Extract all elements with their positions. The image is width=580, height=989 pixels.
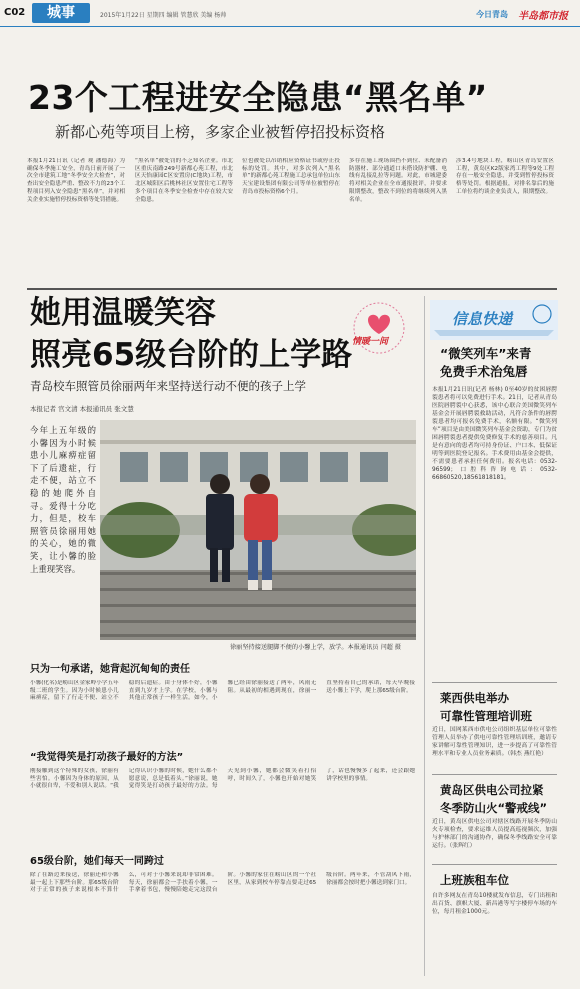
sidebar-item2-body: 近日，国网莱西市供电公司组织基层单位可靠性管理人员举办了供电可靠性管理培训班，邀请专家讲解可靠性管理知识，进一步提高了可靠性管理水平和专业人员业务素质。（韩杰 燕红艳）	[432, 727, 557, 757]
section-label: 城事	[47, 5, 75, 21]
story1-divider	[27, 288, 557, 290]
heart-icon-label: 情暖一间	[352, 337, 389, 347]
story2-lead: 今年上五年级的小馨因为小时候患小儿麻痹症留下了后遗症，行走不便，站立不稳的她爬外自寻。爱得十分吃力，但是，校车照管员徐丽用她的关心，她的微笑，让小馨的脸上重现笑容。	[30, 425, 96, 574]
sidebar-rule-2	[432, 774, 557, 775]
story2-section1-text: 小馨(化名)是崂山区金家岭小学五年级二班的学生。因为小时候患小儿麻痹症，留下了行走不便、站立不稳的后遗症。由于身体不好，小馨直到九岁才上学。在学校，小馨与其他正常孩子一样生活。如今，小馨已经由徐丽接送了两年，风雨无阻。从最初的相遇到现在，徐丽一直坚持着自己的承诺，每天早晚接送小馨上下学，爬上那65级台阶。	[30, 680, 415, 702]
sidebar-item2-title-line1: 莱西供电举办	[440, 691, 509, 705]
sidebar-item4-body: 自许多网友在青岛10楼就发布信息，专门出租和出百货、旗帜大厦、新昌港等写字楼停车场的车位，每月租金1000元。	[432, 893, 557, 915]
story1-col-1: 本报1月21日讯（记者 观 潘德海）为确保冬季施工安全，青岛日前开展了一次全市建筑工地“冬季安全大检查”，对查出安全隐患严重、整改不力的23个工程项目列入安全隐患“黑名单”，并对相关企业实施暂停投标资格等处罚措施。	[27, 158, 125, 203]
page-code: C02	[4, 7, 26, 18]
sidebar-item3-title-line2: 冬季防山火“警戒线”	[440, 801, 548, 815]
sidebar-item1-title-line1: “微笑列车”来青	[440, 346, 532, 361]
sidebar-item3-title-line1: 黄岛区供电公司拉紧	[440, 783, 544, 797]
sidebar-item3-body: 近日，黄岛区供电公司对辖区线路开展冬季防山火专项检查，要求运维人员提高巡视频次，加强与护林部门的沟通协作，确保冬季线路安全可靠运行。（张辉红）	[432, 819, 557, 849]
story2-byline: 本报记者 官文清 本报通讯员 张文慧	[30, 405, 134, 413]
sidebar-rule-3	[432, 864, 557, 865]
story2-headline-line2: 照亮65级台阶的上学路	[30, 337, 353, 373]
story1-headline: 23个工程进安全隐患“黑名单”	[28, 78, 488, 117]
sidebar-rule-1	[432, 682, 557, 683]
story2-section1-title: 只为一句承诺，她背起沉甸甸的责任	[30, 664, 190, 675]
brand-logo: 半岛都市报	[518, 11, 568, 22]
story2-photo	[100, 420, 416, 640]
paper-name: 今日青岛	[476, 10, 508, 19]
story2-section3-title: 65级台阶，她们每天一同跨过	[30, 856, 164, 867]
story2-headline-line1: 她用温暖笑容	[30, 295, 216, 331]
story1-col-5: 涉3.4号地块工程，崂山区青岛安置区工程，黄岛区K2版家湾工程等9处工程存在一般安全隐患，并受到暂停投标资格等处罚。根据通报，对排名靠后的施工单位将约谈企业负责人，限期整改。	[456, 158, 554, 195]
header-rule	[0, 26, 580, 27]
section-badge	[32, 3, 90, 23]
page-header	[0, 0, 580, 26]
story2-section2-title: “我觉得笑是打动孩子最好的方法”	[30, 752, 184, 763]
story1-col-2: “黑名单”被处罚的不乏知名企业。市北区重庆南路249号新都心苑工程，市北区天怡康园C区安置房(C地块)工程，市北区城阳区后桃林社区安置住宅工程等多个项目在冬季安全检查中存在较大安全隐患。	[135, 158, 233, 203]
story1-col-3: 位也被处以吊销相应资格证书或停止投标的处罚。其中，对多次列入“黑名单”的新都心苑工程施工总承包单位山东天宝建设集团有限公司等单位被暂停在青岛市投标资格6个月。	[242, 158, 340, 195]
sidebar-item1-body: 本报1月21日讯(记者 杨林) 0至40岁的贫困唇腭裂患者将可以免费进行手术。21日，记者从青岛医院唇腭裂中心获悉，该中心联合美国微笑列车基金会开展唇腭裂救助活动，凡符合条件的唇腭裂患者均可报名免费手术，名额有限。“微笑列车”项目是由美国微笑列车基金会资助，专门为贫困唇腭裂患者提供免费修复手术的慈善项目。凡是有意向的患者均可持身份证、户口本、低保证明等到医院登记报名。手术费用由基金会提供，不需要患者承担任何费用。报名电话：0532-96599；口腔科咨询电话：0532-66860520,18561818181。	[432, 387, 557, 481]
sidebar-item2-title-line2: 可靠性管理培训班	[440, 709, 532, 723]
sidebar-banner-title: 信息快递	[452, 310, 513, 328]
heart-icon	[348, 300, 410, 355]
story2-subhead: 青岛校车照管员徐丽两年来坚持送行动不便的孩子上学	[30, 379, 306, 393]
sidebar-item1-title-line2: 免费手术治兔唇	[440, 364, 528, 379]
story2-section2-text: 刚接触到这个特殊的女孩，徐丽有些害怕。小馨因为身体的原因，从小就很自卑，不爱和别人说话。“我记得认识小馨的时候，她什么都不愿意说，总是低着头。”徐丽说，她觉得笑是打动孩子最好的方法。每天见到小馨，她都会微笑着打招呼，时间久了，小馨也开始对她笑了，话也慢慢多了起来，还会跟她讲学校里的事情。	[30, 768, 415, 790]
sidebar-item4-title: 上班族租车位	[440, 873, 509, 887]
story1-subhead: 新都心苑等项目上榜，多家企业被暂停招投标资格	[55, 123, 386, 141]
sidebar-divider	[424, 296, 425, 976]
story2-section3-text: 除了在路边来接送，徐丽还和小馨最一起上下那些台阶。那65级台阶对于正常的孩子来说根本不算什么，可对于小馨来说却非常困难。每天，徐丽都会一手扶着小馨，一手拿着书包，慢慢陪她走完这段台阶。小馨的家住在崂山区的一个社区里，从家到校车停靠点要走过65级台阶。两年来，不管刮风下雨，徐丽都会按时把小馨送到家门口。	[30, 872, 415, 894]
story2-photo-caption: 徐丽坚持接送腿脚不便的小馨上学，放学。本报通讯员 闫超 摄	[230, 644, 401, 651]
date-line: 2015年1月22日 星期四 编辑 管慧欣 美编 杨帅	[100, 12, 227, 19]
story1-col-4: 多存在施工现场围挡不到位、未配备消防器材、部分通道口未搭设防护棚、电线有乱接乱拉等问题。对此，市城建委将对相关企业在全市通报批评，并要求限期整改，整改不到位的将继续列入黑名单。	[349, 158, 447, 203]
sidebar-banner	[430, 300, 558, 340]
